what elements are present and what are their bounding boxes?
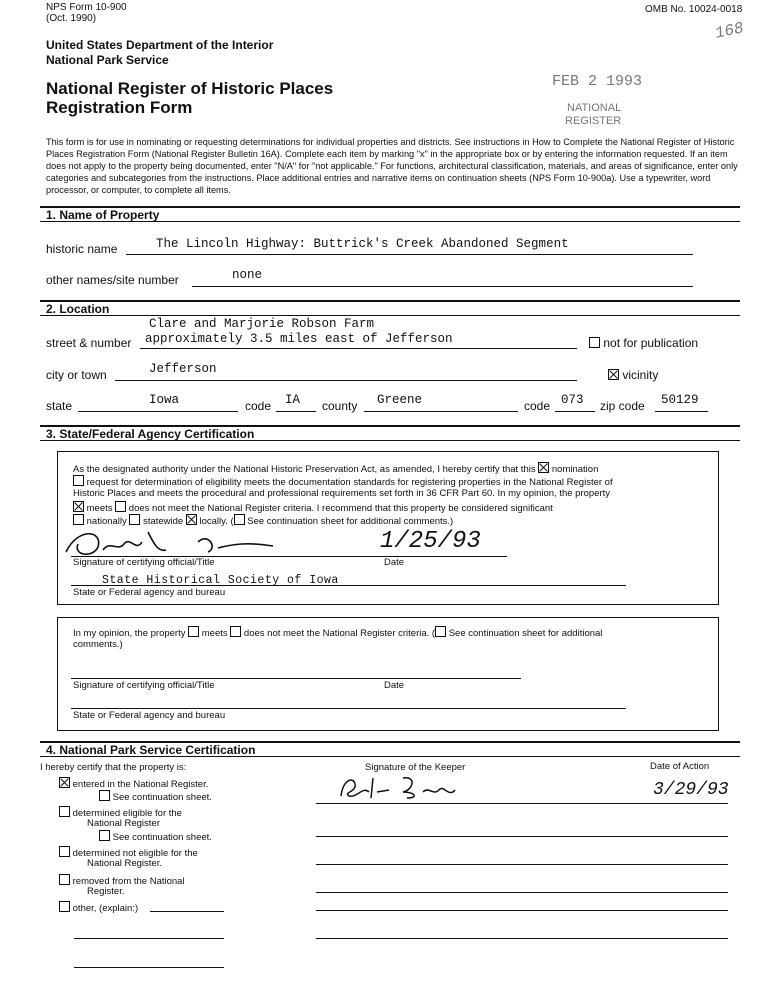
intro-instructions: This form is for use in nominating or requesting determinations for individual properties and districts. See instructions in How to Complete the National Register of Historic Places Registration Form (National Register Bulletin 16A). Complete each item by marking "x" in the appropriate box or by entering the information requested. If an item does not apply to the property being documented, enter "N/A" for "not applicable." For functions, architectural classification, materials, and areas of significance, enter only categories and subcategories from the instructions. Place additional entries and narrative items on continuation sheets (NPS Form 10-900a). Use a typewriter, word processor, or computer, to complete all items. xyxy=(46,137,738,195)
opinion-meets-checkbox[interactable] xyxy=(188,626,199,637)
street-field-line2[interactable]: approximately 3.5 miles east of Jefferson xyxy=(145,332,453,346)
state-code-field[interactable]: IA xyxy=(285,393,301,407)
cert-line4: meets does not meet the National Register criteria. I recommend that this property be considered significant xyxy=(73,501,553,514)
opinion-line1: In my opinion, the property meets does not meet the National Register criteria. ( See continuation sheet for additional xyxy=(73,628,603,639)
determined-not-eligible-line2: National Register. xyxy=(87,858,162,869)
not-for-publication[interactable] xyxy=(589,336,698,350)
determined-eligible-line2: National Register xyxy=(87,818,160,829)
cert-line2: request for determination of eligibility meets the documentation standards for registering properties in the National Register of xyxy=(73,475,613,488)
opinion-line2: comments.) xyxy=(73,639,123,650)
corner-handwriting: 168 xyxy=(713,19,746,43)
other-names-field[interactable]: none xyxy=(232,268,263,282)
opinion-continuation-checkbox[interactable] xyxy=(435,626,446,637)
agency-label: State or Federal agency and bureau xyxy=(73,587,226,598)
received-stamp-line1: NATIONAL xyxy=(567,102,622,114)
certifying-date: 1/25/93 xyxy=(380,528,481,555)
county-label: county xyxy=(322,399,358,413)
cert-line1: As the designated authority under the National Historic Preservation Act, as amended, I hereby certify that this nomination xyxy=(73,464,599,475)
keeper-label: Signature of the Keeper xyxy=(365,762,466,773)
section4-title: 4. National Park Service Certification xyxy=(46,743,256,757)
request-checkbox[interactable] xyxy=(73,475,84,486)
date-label: Date xyxy=(384,557,405,568)
determined-not-eligible-option: determined not eligible for the xyxy=(59,846,198,859)
state-label: state xyxy=(46,399,73,413)
eligible-continuation: See continuation sheet. xyxy=(99,830,212,843)
department: United States Department of the Interior xyxy=(46,38,274,52)
county-code-field[interactable]: 073 xyxy=(561,393,584,407)
street-field-line1[interactable]: Clare and Marjorie Robson Farm xyxy=(149,317,375,331)
determined-eligible-option: determined eligible for the xyxy=(59,806,182,819)
date-label-2: Date xyxy=(384,680,405,691)
page-title: National Register of Historic Places xyxy=(46,79,334,98)
certify-text: I hereby certify that the property is: xyxy=(40,762,187,773)
county-code-label: code xyxy=(524,399,551,413)
cert-line5: nationally statewide locally. ( See continuation sheet for additional comments.) xyxy=(73,514,453,527)
removed-line2: Register. xyxy=(87,886,125,897)
historic-name-field[interactable]: The Lincoln Highway: Buttrick's Creek Abandoned Segment xyxy=(156,237,569,251)
entered-continuation-checkbox[interactable] xyxy=(99,790,110,801)
cert-line3: Historic Places and meets the procedural and professional requirements set forth in 36 CFR Part 60. In my opinion, the property xyxy=(73,488,611,499)
page-subtitle: Registration Form xyxy=(46,98,193,117)
not-for-publication-checkbox[interactable] xyxy=(589,337,600,348)
agency-label-2: State or Federal agency and bureau xyxy=(73,710,226,721)
signature-label: Signature of certifying official/Title xyxy=(73,557,215,568)
determined-eligible-checkbox[interactable] xyxy=(59,806,70,817)
service: National Park Service xyxy=(46,53,169,67)
zip-label: zip code xyxy=(600,399,645,413)
meets-checkbox[interactable] xyxy=(73,501,84,512)
city-field[interactable]: Jefferson xyxy=(149,362,217,376)
entered-option: entered in the National Register. xyxy=(59,777,208,790)
other-option: other, (explain:) xyxy=(59,901,138,914)
other-checkbox[interactable] xyxy=(59,901,70,912)
received-stamp-date: FEB 2 1993 xyxy=(552,73,643,90)
keeper-signature xyxy=(333,770,473,804)
determined-not-eligible-checkbox[interactable] xyxy=(59,846,70,857)
form-date: (Oct. 1990) xyxy=(46,13,97,24)
nomination-checkbox[interactable] xyxy=(538,462,549,473)
entered-continuation: See continuation sheet. xyxy=(99,790,212,803)
removed-option: removed from the National xyxy=(59,874,185,887)
action-label: Date of Action xyxy=(650,761,710,772)
received-stamp-line2: REGISTER xyxy=(565,115,622,127)
historic-name-label: historic name xyxy=(46,242,118,256)
section3-title: 3. State/Federal Agency Certification xyxy=(46,427,255,441)
signature-label-2: Signature of certifying official/Title xyxy=(73,680,215,691)
agency-field[interactable]: State Historical Society of Iowa xyxy=(102,574,339,587)
section2-title: 2. Location xyxy=(46,302,110,316)
not-for-publication-label: not for publication xyxy=(603,336,699,350)
omb-number: OMB No. 10024-0018 xyxy=(645,4,743,15)
removed-checkbox[interactable] xyxy=(59,874,70,885)
entered-checkbox[interactable] xyxy=(59,777,70,788)
state-field[interactable]: Iowa xyxy=(149,393,180,407)
city-label: city or town xyxy=(46,368,107,382)
vicinity-checkbox[interactable] xyxy=(608,369,619,380)
county-field[interactable]: Greene xyxy=(377,393,423,407)
state-code-label: code xyxy=(245,399,272,413)
vicinity[interactable] xyxy=(608,368,658,382)
vicinity-label: vicinity xyxy=(622,368,659,382)
street-label: street & number xyxy=(46,336,132,350)
opinion-not-meet-checkbox[interactable] xyxy=(230,626,241,637)
eligible-continuation-checkbox[interactable] xyxy=(99,830,110,841)
action-date: 3/29/93 xyxy=(653,780,729,800)
section1-title: 1. Name of Property xyxy=(46,208,160,222)
form-number: NPS Form 10-900 xyxy=(46,2,127,13)
zip-field[interactable]: 50129 xyxy=(661,393,699,407)
other-names-label: other names/site number xyxy=(46,273,179,287)
does-not-meet-checkbox[interactable] xyxy=(115,501,126,512)
